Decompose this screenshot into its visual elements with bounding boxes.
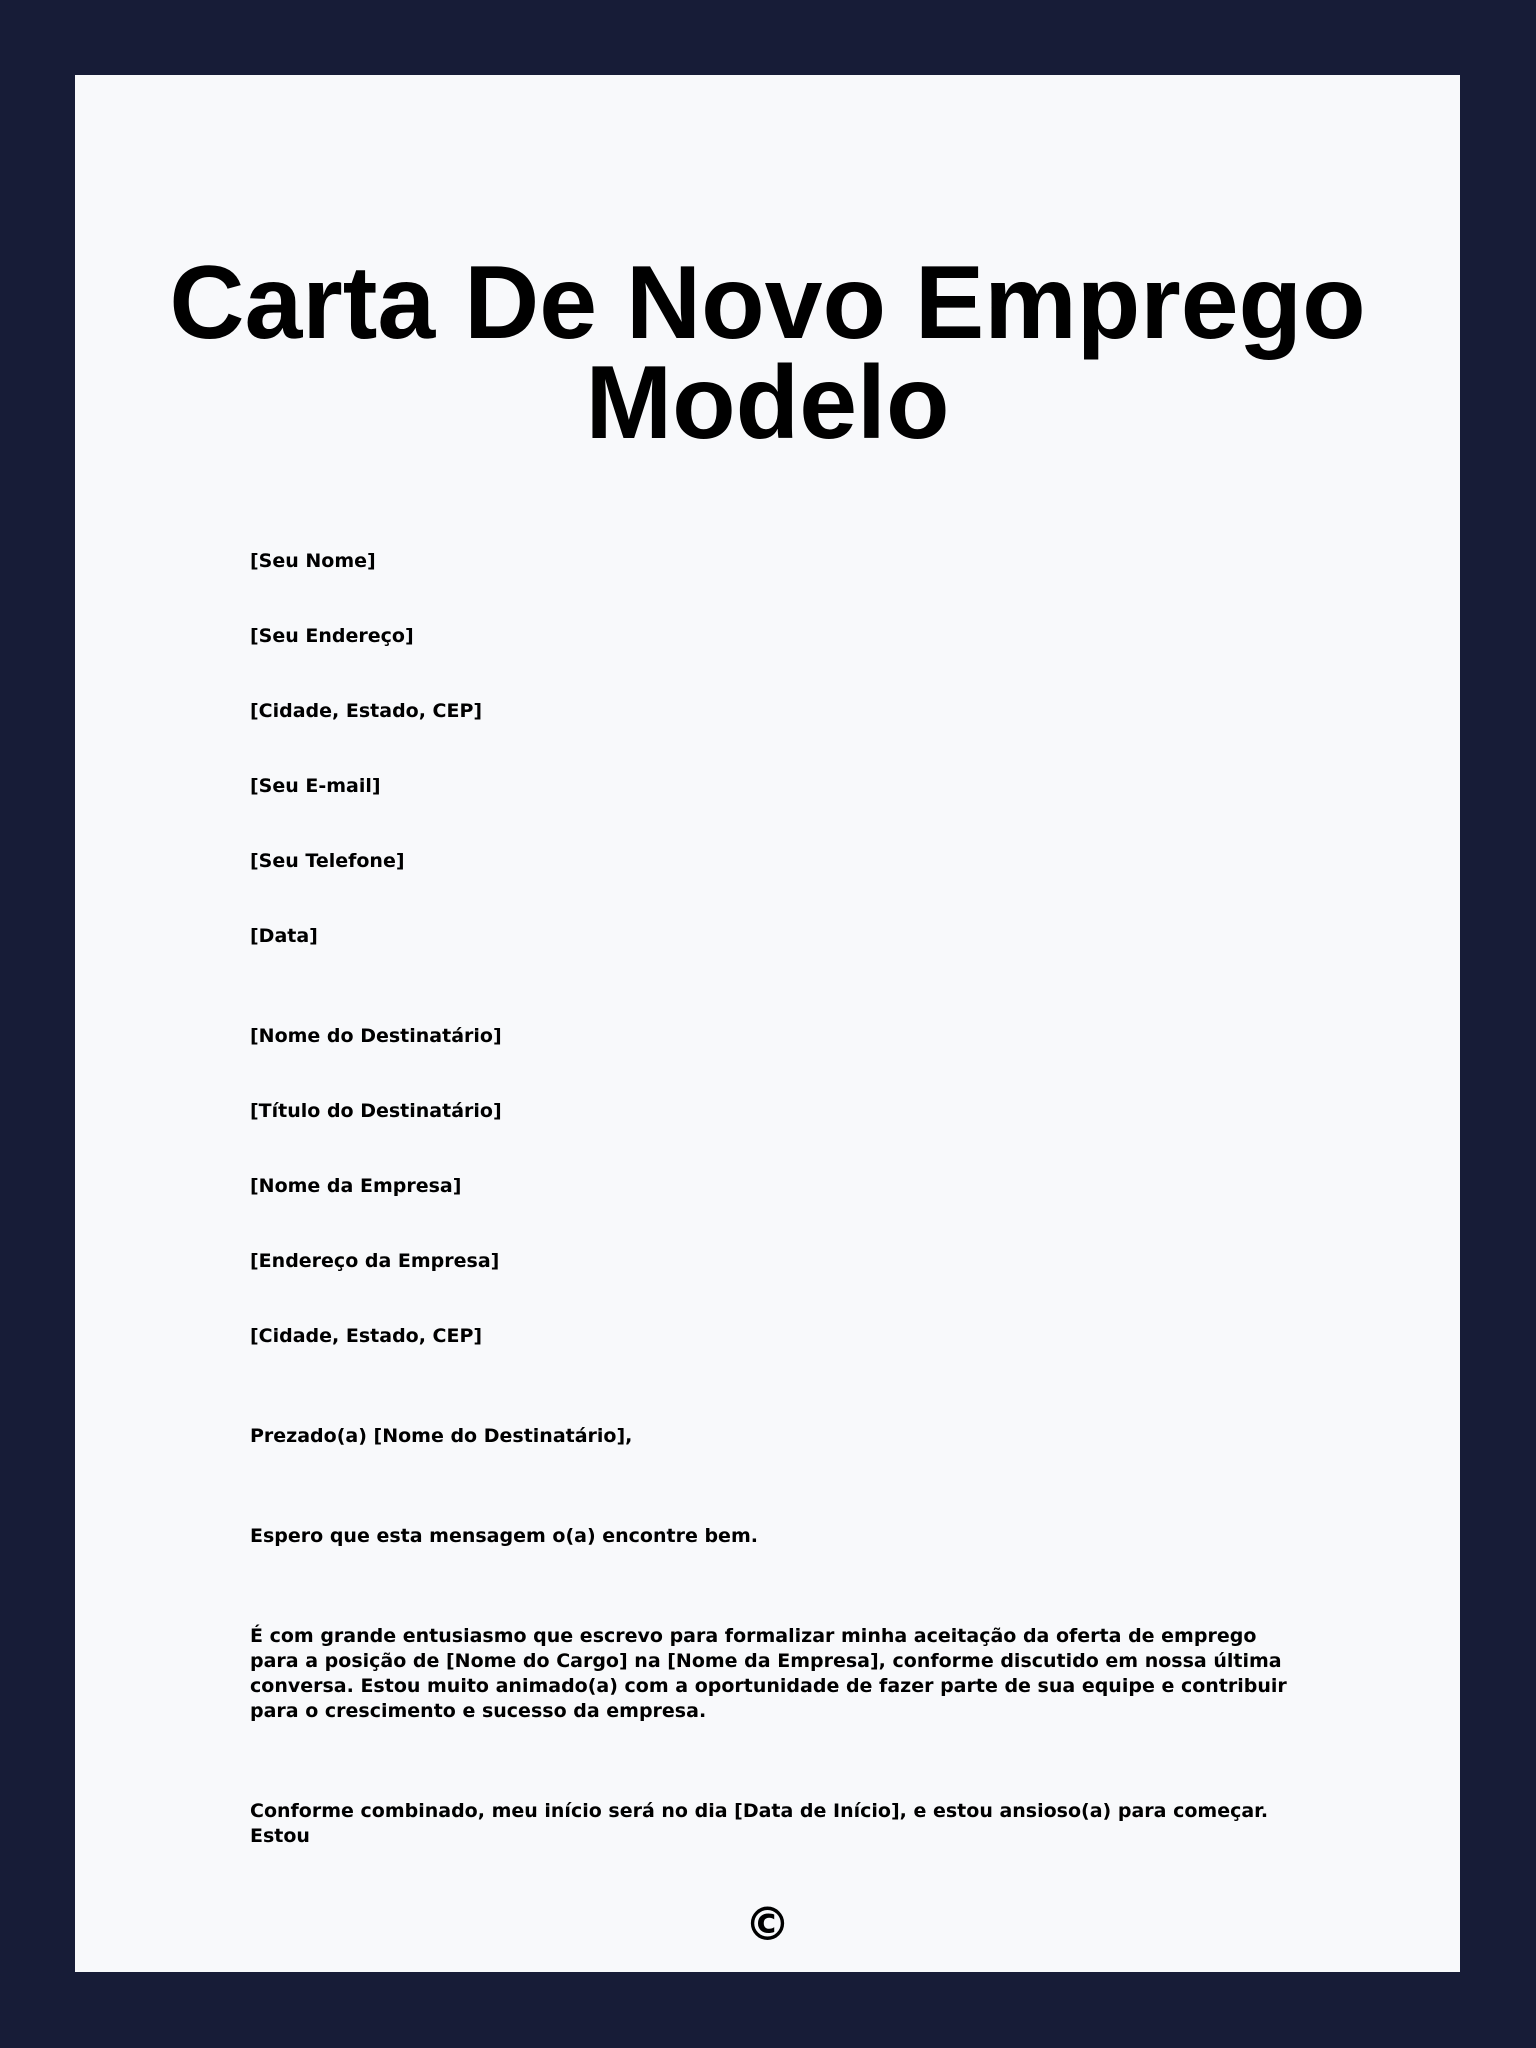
recipient-company-address: [Endereço da Empresa] (250, 1250, 500, 1272)
paragraph-greeting: Espero que esta mensagem o(a) encontre bem. (250, 1525, 758, 1547)
salutation: Prezado(a) [Nome do Destinatário], (250, 1425, 633, 1447)
sender-phone: [Seu Telefone] (250, 850, 405, 872)
sender-email: [Seu E-mail] (250, 775, 381, 797)
recipient-title: [Título do Destinatário] (250, 1100, 502, 1122)
letter-date: [Data] (250, 925, 318, 947)
title-line-1: Carta De Novo Emprego (169, 245, 1366, 361)
copyright-icon: © (744, 1897, 791, 1951)
paragraph-start-date: Conforme combinado, meu início será no dia [Data de Início], e estou ansioso(a) para começar. Estou (250, 1800, 1269, 1847)
page-title (75, 245, 1460, 461)
recipient-name: [Nome do Destinatário] (250, 1025, 502, 1047)
sender-city-state-zip: [Cidade, Estado, CEP] (250, 700, 483, 722)
title-line-2: Modelo (585, 345, 950, 461)
paragraph-acceptance: É com grande entusiasmo que escrevo para formalizar minha aceitação da oferta de emprego para a posição de [Nome do Cargo] na [Nome da Empresa], conforme discutido em nossa última conversa. Estou muito animado(a) com a oportunidade de fazer parte de sua equipe e contribuir para o crescimento e sucesso da empresa. (250, 1625, 1287, 1722)
recipient-city-state-zip: [Cidade, Estado, CEP] (250, 1325, 483, 1347)
sender-address: [Seu Endereço] (250, 625, 414, 647)
sender-name: [Seu Nome] (250, 550, 376, 572)
letter-page (75, 75, 1460, 1972)
recipient-company: [Nome da Empresa] (250, 1175, 462, 1197)
